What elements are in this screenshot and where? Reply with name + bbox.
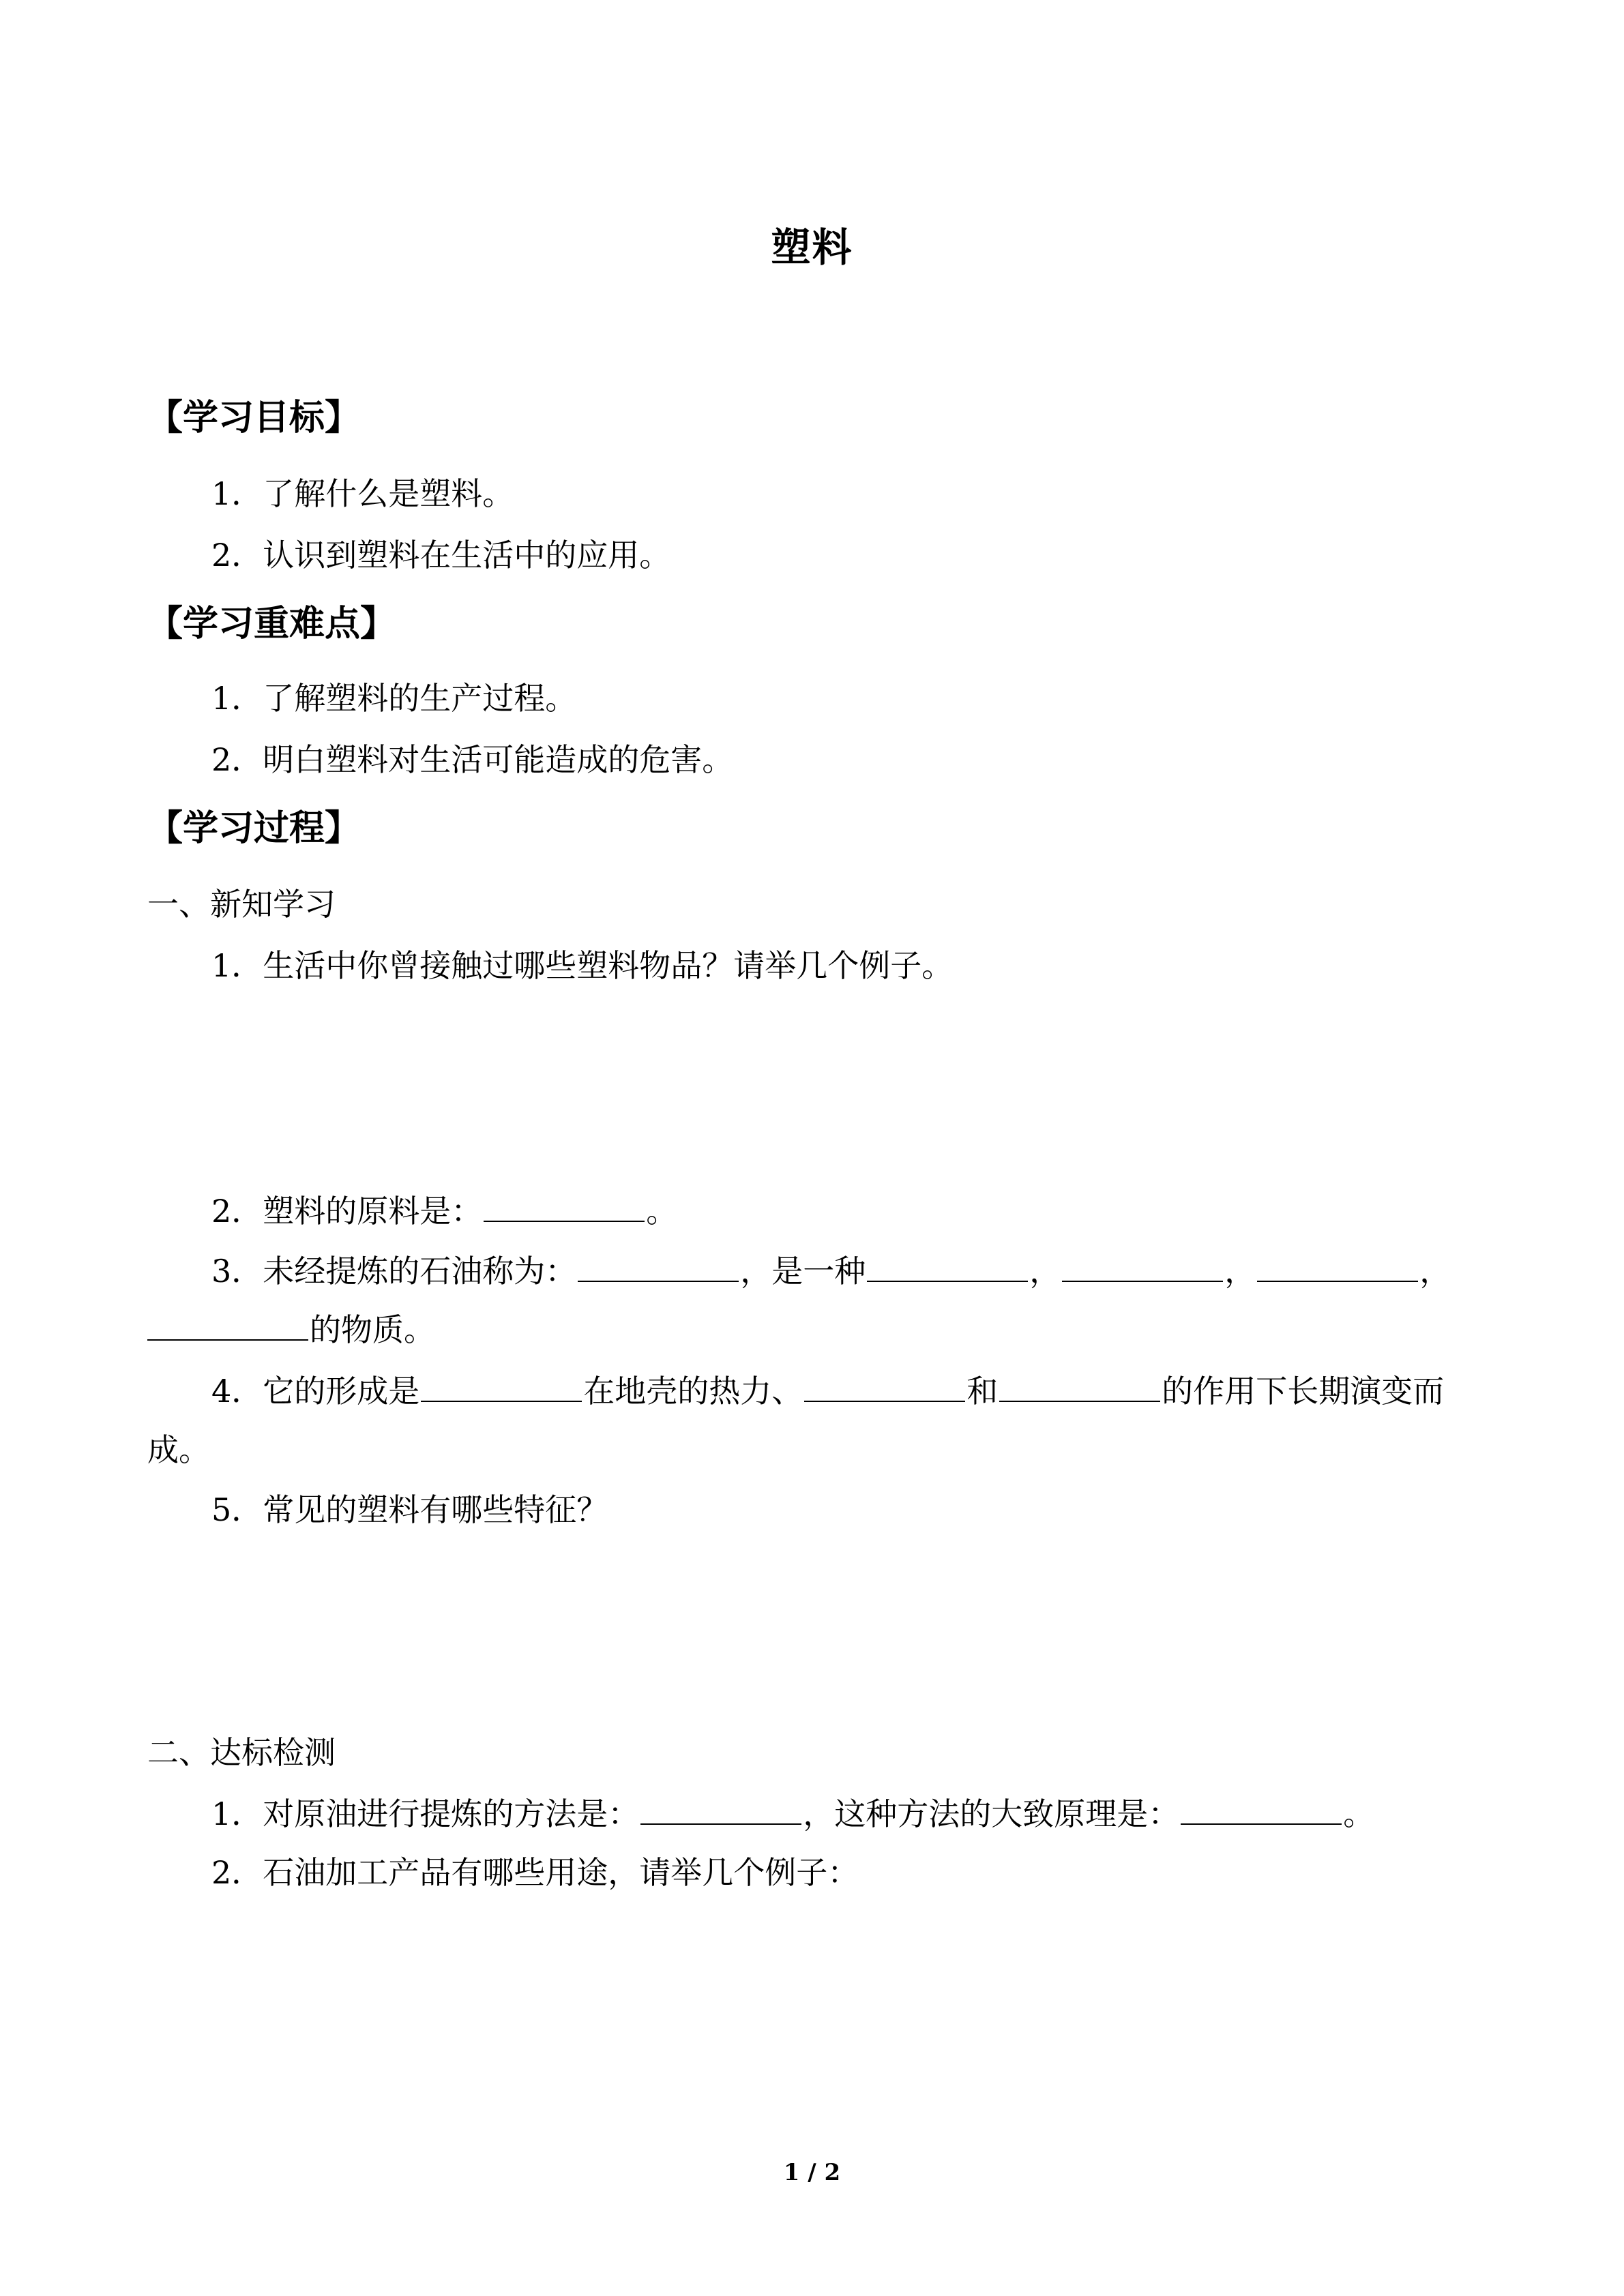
q4-blank-2[interactable]	[804, 1369, 965, 1402]
p2q1-blank-1[interactable]	[640, 1792, 801, 1825]
p2q1-blank-2[interactable]	[1181, 1792, 1342, 1825]
part1-question-5: 5．常见的塑料有哪些特征？	[211, 1491, 608, 1528]
q3-blank-1[interactable]	[578, 1249, 739, 1282]
p2q1-prefix: 1．对原油进行提炼的方法是：	[211, 1795, 640, 1832]
part2-question-1	[211, 1792, 1374, 1834]
q4-prefix: 4．它的形成是	[211, 1373, 420, 1410]
objective-item-2: 2．认识到塑料在生活中的应用。	[211, 537, 671, 573]
q3-blank-2[interactable]	[867, 1249, 1028, 1282]
q3-blank-4[interactable]	[1257, 1249, 1418, 1282]
part1-question-1: 1．生活中你曾接触过哪些塑料物品？请举几个例子。	[211, 947, 954, 984]
q2-suffix: 。	[646, 1193, 678, 1229]
p2q1-mid: ，这种方法的大致原理是：	[803, 1795, 1180, 1832]
objective-item-1: 1．了解什么是塑料。	[211, 475, 514, 512]
q3-sep-2: ，	[1224, 1253, 1256, 1289]
part1-question-3	[211, 1249, 1451, 1292]
document-title: 塑料	[771, 224, 853, 271]
q3-sep-1: ，	[1029, 1253, 1061, 1289]
part1-question-2	[211, 1189, 677, 1232]
q3-cont-suffix: 的物质。	[310, 1311, 435, 1348]
q3-blank-3[interactable]	[1062, 1249, 1223, 1282]
part1-question-4-cont: 成。	[147, 1431, 210, 1468]
q2-blank[interactable]	[484, 1189, 645, 1222]
process-heading: 【学习过程】	[147, 808, 361, 849]
key-point-item-2: 2．明白塑料对生活可能造成的危害。	[211, 741, 734, 778]
part2-label: 二、达标检测	[147, 1734, 336, 1771]
q4-blank-3[interactable]	[999, 1369, 1160, 1402]
q4-blank-1[interactable]	[421, 1369, 582, 1402]
key-point-item-1: 1．了解塑料的生产过程。	[211, 680, 577, 717]
p2q1-suffix: 。	[1343, 1795, 1375, 1832]
page-number: 1 / 2	[783, 2159, 841, 2186]
q3-blank-5[interactable]	[147, 1308, 308, 1341]
q3-prefix: 3．未经提炼的石油称为：	[211, 1253, 577, 1289]
q3-sep-3: ，	[1419, 1253, 1451, 1289]
q2-prefix: 2．塑料的原料是：	[211, 1193, 483, 1229]
part1-label: 一、新知学习	[147, 886, 336, 923]
part1-question-3-cont	[147, 1308, 435, 1350]
part2-question-2: 2．石油加工产品有哪些用途，请举几个例子：	[211, 1854, 859, 1891]
q4-mid-1: 在地壳的热力、	[583, 1373, 803, 1410]
part1-question-4	[211, 1369, 1444, 1412]
key-points-heading: 【学习重难点】	[147, 603, 396, 644]
objectives-heading: 【学习目标】	[147, 398, 361, 438]
q4-mid-2: 和	[966, 1373, 999, 1410]
q3-mid: ，是一种	[740, 1253, 866, 1289]
q4-suffix: 的作用下长期演变而	[1162, 1373, 1445, 1410]
